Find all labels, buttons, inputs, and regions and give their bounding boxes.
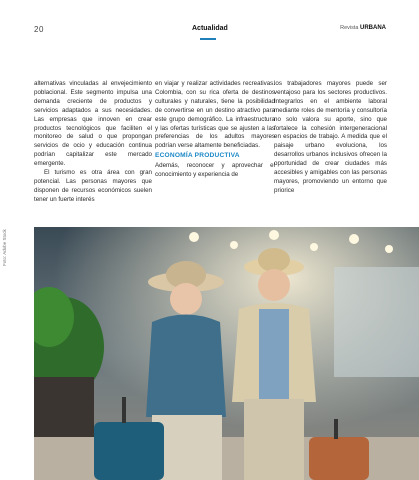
page-number: 20 <box>34 25 44 34</box>
magazine-prefix: Revista <box>340 25 359 31</box>
section-underline <box>200 38 216 40</box>
paragraph: los trabajadores mayores puede ser ventajoso para los sectores productivos. Integrarlos en el ambiente laboral mediante roles de mentoría y consultoría no solo valora su aporte, sino que fortalece la cohesión intergeneracional en espacios de trabajo. A medida que el paisaje urbano evoluciona, los desarrollos urbanos inclusivos ofrecen la oportunidad de crear ciudades más accesibles y amigables con las personas mayores, promoviendo un entorno que priorice <box>274 80 387 194</box>
paragraph: alternativas vinculadas al envejecimiento poblacional. Este segmento impulsa una demanda creciente de productos y servicios adaptados a sus necesidades. Las empresas que innoven en crear productos tecnológicos que faciliten el monitoreo de salud o que propongan servicios de ocio y educación continua podrían capitalizar este mercado emergente. <box>34 80 152 168</box>
section-title: Actualidad <box>192 25 228 32</box>
page-header <box>0 0 419 40</box>
magazine-title: URBANA <box>360 25 386 31</box>
magazine-name <box>340 25 386 31</box>
paragraph: en viajar y realizar actividades recreativas. Colombia, con su rica oferta de destinos culturales y naturales, tiene la posibilidad de convertirse en un destino atractivo para este grupo demográfico. La infraestructura y las ofertas turísticas que se ajusten a las preferencias de los adultos mayores podrían verse altamente beneficiadas. <box>155 80 275 150</box>
paragraph: Además, reconocer y aprovechar el conocimiento y experiencia de <box>155 162 275 179</box>
photo-credit: Foto: Adobe Stock <box>2 229 7 266</box>
text-column-1 <box>34 80 152 205</box>
paragraph: El turismo es otra área con gran potencial. Las personas mayores que disponen de recursos económicos suelen tener un fuerte interés <box>34 169 152 203</box>
subheading: ECONOMÍA PRODUCTIVA <box>155 152 240 160</box>
text-column-3 <box>274 80 387 196</box>
airport-couple-image <box>34 227 419 480</box>
text-column-2 <box>155 80 275 180</box>
article-photo <box>34 227 419 480</box>
